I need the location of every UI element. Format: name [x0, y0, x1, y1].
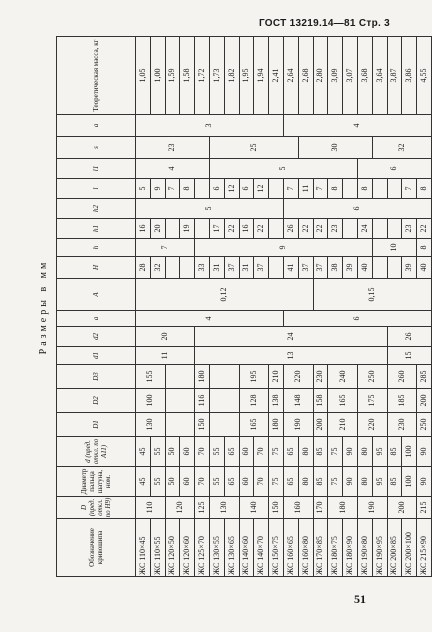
table-cell-l: 8	[417, 179, 432, 199]
page-header: ГОСТ 13219.14—81 Стр. 3	[258, 18, 390, 29]
table-cell-mass: 3,68	[357, 37, 372, 115]
column-header: s	[57, 137, 136, 159]
table-cell-h1: 19	[180, 219, 195, 239]
table-cell-mass: 3,07	[343, 37, 358, 115]
table-cell-designation: ЖС 160×65	[283, 519, 298, 577]
table-cell-D2	[165, 389, 195, 413]
column-header: l1	[57, 159, 136, 179]
table-cell-d: 60	[180, 437, 195, 467]
table-cell-designation: ЖС 125×70	[195, 519, 210, 577]
table-cell-l	[269, 179, 284, 199]
table-cell-D1: 190	[283, 413, 313, 437]
table-cell-D1: 230	[387, 413, 417, 437]
table-cell-l	[372, 179, 387, 199]
table-cell-mass: 3,86	[402, 37, 417, 115]
table-cell-h1	[343, 219, 358, 239]
table-cell-mass: 1,94	[254, 37, 269, 115]
table-cell-d: 85	[313, 437, 328, 467]
table-cell-designation: ЖС 110×55	[150, 519, 165, 577]
table-cell-designation: ЖС 215×90	[417, 519, 432, 577]
table-cell-l: 8	[328, 179, 343, 199]
table-cell-l	[387, 179, 402, 199]
table-cell-h: 8	[417, 239, 432, 257]
table-cell-a: 4	[136, 311, 284, 327]
table-cell-D3	[209, 365, 239, 389]
table-cell-l: 7	[283, 179, 298, 199]
table-cell-H	[387, 257, 402, 279]
table-cell-d: 45	[136, 437, 151, 467]
table-cell-h1	[165, 219, 180, 239]
table-cell-h2: 6	[283, 199, 431, 219]
table-cell-D2: 165	[328, 389, 358, 413]
table-cell-l1: 6	[357, 159, 431, 179]
table-cell-dpin: 65	[224, 467, 239, 497]
table-cell-D1: 200	[313, 413, 328, 437]
table-cell-H: 39	[343, 257, 358, 279]
table-cell-D2: 175	[357, 389, 387, 413]
table-cell-dpin: 50	[165, 467, 180, 497]
table-cell-D1	[165, 413, 195, 437]
table-cell-D2: 200	[417, 389, 432, 413]
table-cell-h1	[195, 219, 210, 239]
column-header: Обозначение кривошипа	[57, 519, 136, 577]
table-cell-l: 7	[165, 179, 180, 199]
table-cell-d: 90	[417, 437, 432, 467]
column-header: D (пред. откл. по Н9)	[57, 497, 136, 519]
table-cell-dpin: 85	[313, 467, 328, 497]
table-cell-designation: ЖС 120×50	[165, 519, 180, 577]
table-cell-s: 23	[136, 137, 210, 159]
table-cell-h1: 24	[357, 219, 372, 239]
table-cell-mass: 3,87	[387, 37, 402, 115]
table-cell-h1: 22	[417, 219, 432, 239]
table-cell-D3: 260	[387, 365, 417, 389]
table-cell-d: 55	[150, 437, 165, 467]
table-cell-D2: 185	[387, 389, 417, 413]
table-cell-H: 32	[150, 257, 165, 279]
table-cell-H: 37	[224, 257, 239, 279]
table-cell-D: 190	[357, 497, 387, 519]
table-cell-designation: ЖС 130×65	[224, 519, 239, 577]
table-cell-D: 150	[269, 497, 284, 519]
table-cell-d: 70	[195, 437, 210, 467]
table-cell-D: 180	[328, 497, 358, 519]
table-cell-D2: 148	[283, 389, 313, 413]
table-cell-alpha: 3	[136, 115, 284, 137]
table-cell-D3	[165, 365, 195, 389]
table-cell-l: 8	[180, 179, 195, 199]
table-cell-mass: 1,59	[165, 37, 180, 115]
table-cell-l: 5	[136, 179, 151, 199]
table-cell-D: 200	[387, 497, 417, 519]
table-cell-H	[180, 257, 195, 279]
table-cell-d: 75	[328, 437, 343, 467]
table-cell-H	[269, 257, 284, 279]
table-cell-l: 11	[298, 179, 313, 199]
column-header: Теоретическая масса, кг	[57, 37, 136, 115]
table-cell-dpin: 90	[343, 467, 358, 497]
table-cell-designation: ЖС 190×95	[372, 519, 387, 577]
table-cell-mass: 3,09	[328, 37, 343, 115]
table-cell-dpin: 60	[239, 467, 254, 497]
table-cell-l: 12	[224, 179, 239, 199]
table-cell-D2: 116	[195, 389, 210, 413]
table-cell-dpin: 85	[387, 467, 402, 497]
table-cell-mass: 2,64	[283, 37, 298, 115]
table-cell-mass: 1,72	[195, 37, 210, 115]
table-cell-D2	[209, 389, 239, 413]
table-cell-h1: 26	[283, 219, 298, 239]
table-cell-H: 40	[357, 257, 372, 279]
table-cell-d: 100	[402, 437, 417, 467]
table-cell-dpin: 45	[136, 467, 151, 497]
table-cell-d: 65	[224, 437, 239, 467]
table-cell-l: 6	[239, 179, 254, 199]
table-cell-H	[165, 257, 180, 279]
table-cell-dpin: 55	[150, 467, 165, 497]
column-header: d2	[57, 327, 136, 347]
table-cell-H: 31	[209, 257, 224, 279]
table-cell-l: 9	[150, 179, 165, 199]
table-cell-designation: ЖС 200×85	[387, 519, 402, 577]
column-header: a	[57, 115, 136, 137]
table-cell-H: 39	[402, 257, 417, 279]
table-cell-l1: 4	[136, 159, 210, 179]
column-header: h2	[57, 199, 136, 219]
column-header: h1	[57, 219, 136, 239]
table-cell-d: 70	[254, 437, 269, 467]
table-cell-dpin: 75	[269, 467, 284, 497]
table-cell-designation: ЖС 170×85	[313, 519, 328, 577]
table-cell-D: 160	[283, 497, 313, 519]
column-header: h	[57, 239, 136, 257]
table-body	[136, 37, 432, 577]
table-cell-D: 110	[136, 497, 166, 519]
table-cell-designation: ЖС 200×100	[402, 519, 417, 577]
table-cell-dpin: 75	[328, 467, 343, 497]
table-cell-d2: 20	[136, 327, 195, 347]
table-cell-D1: 130	[136, 413, 166, 437]
table-cell-D3: 155	[136, 365, 166, 389]
column-header: Диаметр пальца шатуна, ном.	[57, 467, 136, 497]
table-cell-D3: 195	[239, 365, 269, 389]
table-cell-dpin: 60	[180, 467, 195, 497]
table-cell-h1: 22	[224, 219, 239, 239]
table-cell-d1: 11	[136, 347, 195, 365]
table-cell-h1: 16	[136, 219, 151, 239]
table-cell-dpin: 80	[298, 467, 313, 497]
table-cell-d: 65	[283, 437, 298, 467]
table-cell-d: 90	[343, 437, 358, 467]
table-cell-H: 31	[239, 257, 254, 279]
table-cell-d2: 26	[387, 327, 431, 347]
table-cell-D1: 220	[357, 413, 387, 437]
table-cell-H: 28	[136, 257, 151, 279]
table-cell-mass: 4,55	[417, 37, 432, 115]
table-cell-D: 170	[313, 497, 328, 519]
table-cell-d2: 24	[195, 327, 387, 347]
table-cell-A: 0,12	[136, 279, 314, 311]
table-cell-h1: 20	[150, 219, 165, 239]
table-cell-l: 8	[357, 179, 372, 199]
table-cell-d: 75	[269, 437, 284, 467]
table-cell-dpin: 90	[417, 467, 432, 497]
table-cell-D1: 210	[328, 413, 358, 437]
table-cell-D2: 158	[313, 389, 328, 413]
table-cell-d: 55	[209, 437, 224, 467]
table-cell-mass: 2,41	[269, 37, 284, 115]
table-cell-H: 37	[298, 257, 313, 279]
column-header: D2	[57, 389, 136, 413]
table-cell-l: 12	[254, 179, 269, 199]
table-cell-D3: 285	[417, 365, 432, 389]
table-cell-designation: ЖС 120×60	[180, 519, 195, 577]
table-cell-d1: 13	[195, 347, 387, 365]
table-cell-designation: ЖС 190×80	[357, 519, 372, 577]
table-cell-D: 215	[417, 497, 432, 519]
table-cell-d: 85	[387, 437, 402, 467]
table-cell-l: 6	[209, 179, 224, 199]
table-cell-d: 80	[357, 437, 372, 467]
table-cell-dpin: 70	[195, 467, 210, 497]
column-header: d1	[57, 347, 136, 365]
table-cell-h1	[269, 219, 284, 239]
table-cell-mass: 1,00	[150, 37, 165, 115]
table-cell-dpin: 65	[283, 467, 298, 497]
table-cell-H	[372, 257, 387, 279]
table-cell-h1	[387, 219, 402, 239]
table-cell-s: 32	[372, 137, 431, 159]
table-cell-D1: 180	[269, 413, 284, 437]
table-cell-D2: 128	[239, 389, 269, 413]
table-header-row	[57, 37, 136, 577]
column-header: d (пред. откл. по А11)	[57, 437, 136, 467]
table-cell-H: 37	[254, 257, 269, 279]
table-cell-designation: ЖС 150×75	[269, 519, 284, 577]
table-cell-d: 95	[372, 437, 387, 467]
table-cell-dpin: 100	[402, 467, 417, 497]
table-cell-mass: 2,68	[298, 37, 313, 115]
table-cell-h1: 16	[239, 219, 254, 239]
rotated-table-block	[38, 37, 429, 577]
column-header: l	[57, 179, 136, 199]
table-cell-D3: 240	[328, 365, 358, 389]
table-cell-H: 37	[313, 257, 328, 279]
page-number: 51	[354, 592, 366, 606]
table-cell-D3: 220	[283, 365, 313, 389]
table-cell-a: 6	[283, 311, 431, 327]
table-row	[136, 37, 151, 577]
table-cell-h: 7	[136, 239, 195, 257]
table-cell-d: 60	[239, 437, 254, 467]
table-cell-dpin: 80	[357, 467, 372, 497]
table-cell-D1: 250	[417, 413, 432, 437]
table-cell-d: 80	[298, 437, 313, 467]
table-cell-l: 7	[402, 179, 417, 199]
table-cell-D1	[209, 413, 239, 437]
dimensions-table	[56, 36, 432, 577]
column-header: D1	[57, 413, 136, 437]
table-cell-mass: 1,82	[224, 37, 239, 115]
column-header: H	[57, 257, 136, 279]
table-cell-designation: ЖС 160×80	[298, 519, 313, 577]
table-cell-D3: 210	[269, 365, 284, 389]
table-cell-mass: 2,80	[313, 37, 328, 115]
table-cell-D3: 230	[313, 365, 328, 389]
table-cell-h1: 23	[328, 219, 343, 239]
table-cell-l1: 5	[209, 159, 357, 179]
table-cell-designation: ЖС 110×45	[136, 519, 151, 577]
table-cell-d1: 15	[387, 347, 431, 365]
table-cell-dpin: 95	[372, 467, 387, 497]
table-cell-mass: 1,58	[180, 37, 195, 115]
column-header: a	[57, 311, 136, 327]
table-cell-D2: 138	[269, 389, 284, 413]
table-cell-H: 33	[195, 257, 210, 279]
table-cell-D2: 100	[136, 389, 166, 413]
table-cell-designation: ЖС 130×55	[209, 519, 224, 577]
table-cell-D: 125	[195, 497, 210, 519]
table-cell-h1: 23	[402, 219, 417, 239]
table-cell-D1: 150	[195, 413, 210, 437]
table-cell-d: 50	[165, 437, 180, 467]
table-cell-dpin: 55	[209, 467, 224, 497]
table-cell-H: 41	[283, 257, 298, 279]
table-cell-D3: 180	[195, 365, 210, 389]
table-cell-h1	[372, 219, 387, 239]
table-cell-mass: 1,95	[239, 37, 254, 115]
table-cell-h1: 17	[209, 219, 224, 239]
table-cell-designation: ЖС 180×90	[343, 519, 358, 577]
table-cell-h2: 5	[136, 199, 284, 219]
table-cell-D3: 250	[357, 365, 387, 389]
table-cell-D: 120	[165, 497, 195, 519]
table-cell-designation: ЖС 140×60	[239, 519, 254, 577]
table-cell-D: 130	[209, 497, 239, 519]
table-cell-s: 30	[298, 137, 372, 159]
table-cell-D1: 165	[239, 413, 269, 437]
column-header: D3	[57, 365, 136, 389]
table-cell-h1: 22	[313, 219, 328, 239]
table-cell-alpha: 4	[283, 115, 431, 137]
table-cell-A: 0,15	[313, 279, 431, 311]
table-cell-l: 7	[313, 179, 328, 199]
table-cell-H: 38	[328, 257, 343, 279]
table-cell-h: 9	[195, 239, 373, 257]
table-cell-D: 140	[239, 497, 269, 519]
table-cell-mass: 3,64	[372, 37, 387, 115]
table-cell-designation: ЖС 180×75	[328, 519, 343, 577]
table-cell-mass: 1,05	[136, 37, 151, 115]
table-cell-dpin: 70	[254, 467, 269, 497]
table-cell-h: 10	[372, 239, 416, 257]
table-cell-H: 40	[417, 257, 432, 279]
table-cell-mass: 1,73	[209, 37, 224, 115]
table-cell-designation: ЖС 140×70	[254, 519, 269, 577]
table-cell-s: 25	[209, 137, 298, 159]
table-cell-h1: 22	[254, 219, 269, 239]
table-cell-l	[343, 179, 358, 199]
column-header: A	[57, 279, 136, 311]
table-cell-l	[195, 179, 210, 199]
table-cell-h1: 22	[298, 219, 313, 239]
table-caption: Размеры в мм	[38, 259, 49, 355]
